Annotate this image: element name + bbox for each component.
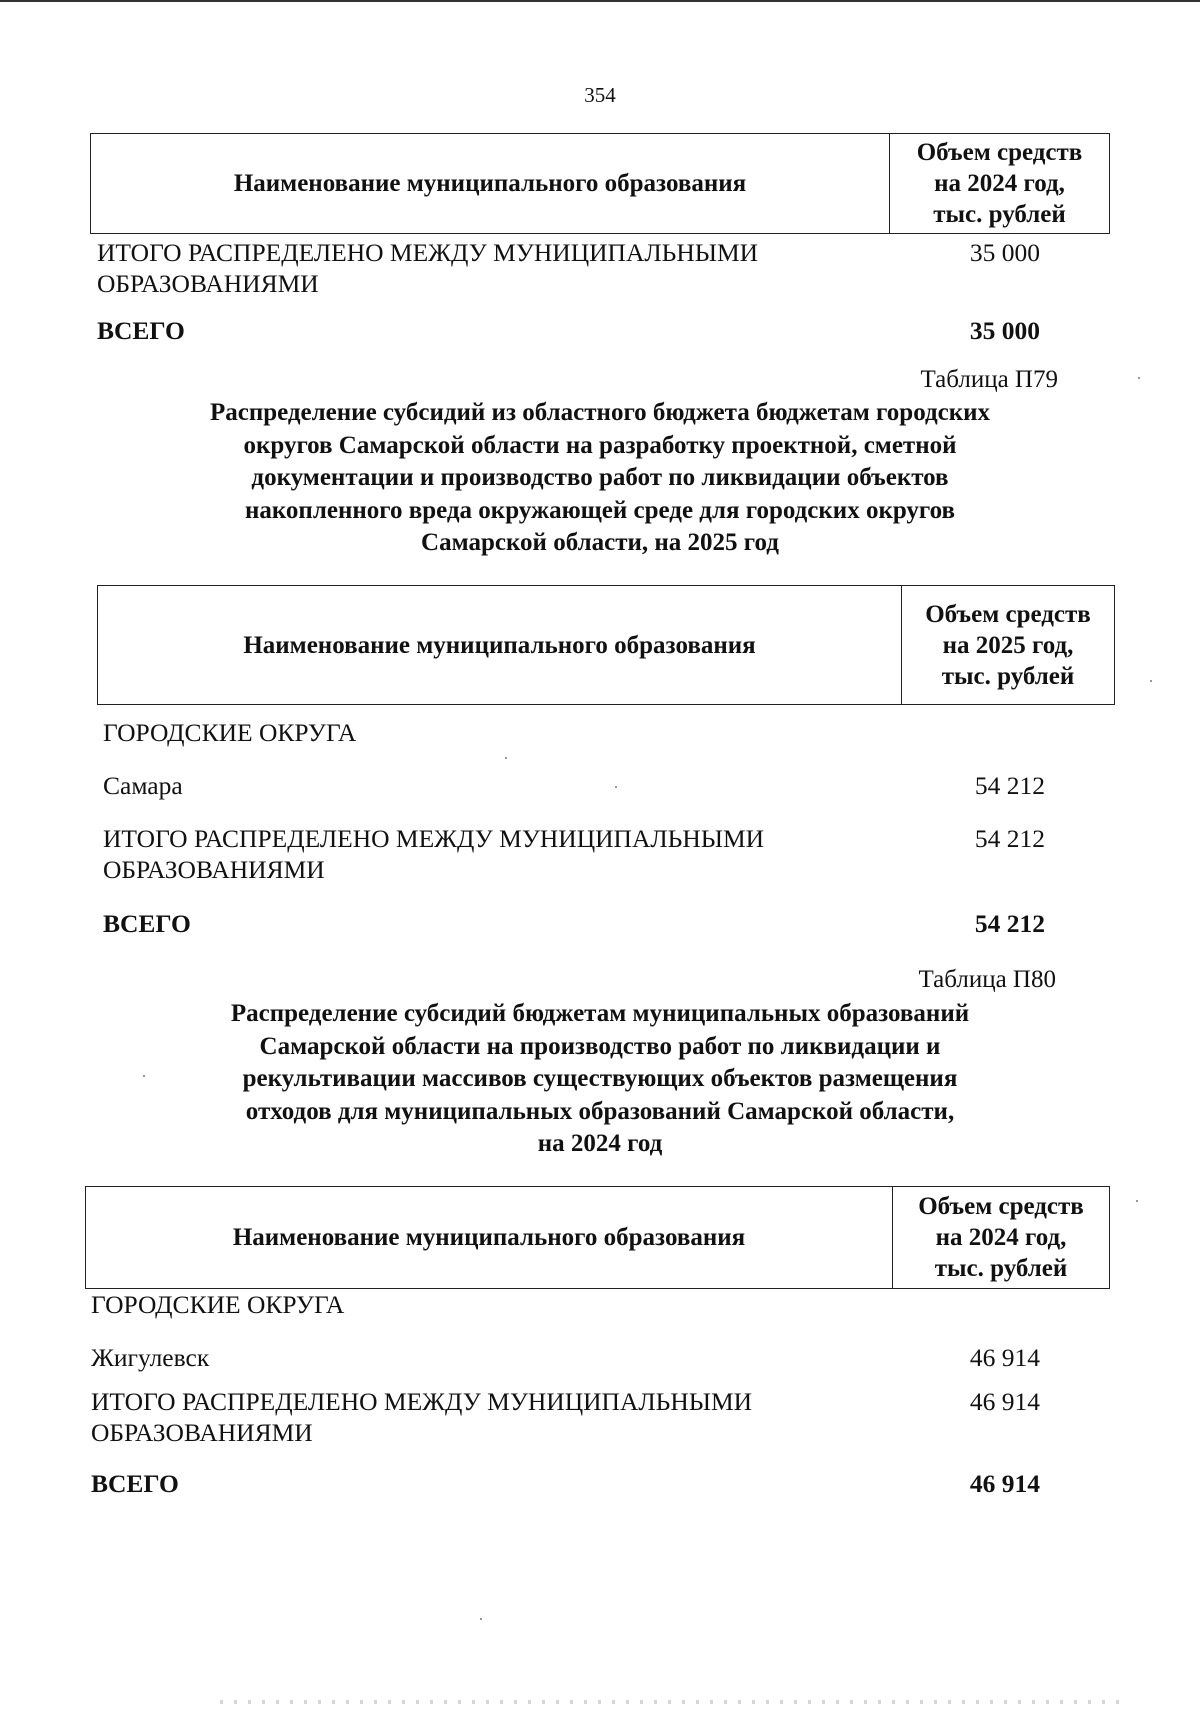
- row-value: 46 914: [969, 1343, 1040, 1372]
- section2-body: [103, 717, 1115, 939]
- section3-header-table: [85, 1186, 1110, 1289]
- row-value: 54 212: [974, 824, 1045, 853]
- table-row-total: [97, 315, 1110, 346]
- scan-speck: [480, 1618, 482, 1620]
- section1-header-table: [90, 133, 1110, 234]
- column-header-value: Объем средств на 2024 год, тыс. рублей: [893, 1187, 1110, 1289]
- column-header-value: Объем средств на 2024 год, тыс. рублей: [890, 134, 1110, 234]
- row-name: Жигулевск: [91, 1343, 210, 1372]
- column-header-name: Наименование муниципального образования: [86, 1187, 893, 1289]
- scan-speck: [143, 1075, 145, 1077]
- row-value: 35 000: [969, 238, 1040, 267]
- row-name: ИТОГО РАСПРЕДЕЛЕНО МЕЖДУ МУНИЦИПАЛЬНЫМИ ОБРАЗОВАНИЯМИ: [91, 1387, 753, 1447]
- section1-body: [97, 237, 1110, 346]
- section3-body: [91, 1289, 1110, 1499]
- table-number-p80: Таблица П80: [918, 966, 1056, 993]
- scan-speck: [615, 786, 617, 788]
- table-row-itogo: [103, 823, 1115, 885]
- column-header-name: Наименование муниципального образования: [91, 134, 890, 234]
- total-value: 46 914: [969, 1469, 1040, 1498]
- group-label: ГОРОДСКИЕ ОКРУГА: [103, 718, 357, 747]
- row-value: 46 914: [969, 1387, 1040, 1416]
- table-row-total: [91, 1468, 1110, 1499]
- group-label: ГОРОДСКИЕ ОКРУГА: [91, 1290, 345, 1319]
- page-number: 354: [584, 83, 616, 107]
- table-row-total: [103, 908, 1115, 939]
- table-number-p79: Таблица П79: [920, 366, 1058, 393]
- table-row-samara: [103, 770, 1115, 801]
- table-row-itogo: [97, 237, 1110, 299]
- row-name: Самара: [103, 771, 183, 800]
- scan-speck: [1136, 1200, 1138, 1202]
- table-row-itogo: [91, 1386, 1110, 1448]
- column-header-value: Объем средств на 2025 год, тыс. рублей: [902, 586, 1115, 705]
- table-title-p79: Распределение субсидий из областного бюджета бюджетам городских округов Самарской области на разработку проектной, сметной документации и производство работ по ликвидации объектов накопленного вреда окружающей среде для городских округов Самарской области, на 2025 год: [209, 399, 991, 556]
- scan-noise: [220, 1700, 1120, 1704]
- row-name: ИТОГО РАСПРЕДЕЛЕНО МЕЖДУ МУНИЦИПАЛЬНЫМИ ОБРАЗОВАНИЯМИ: [97, 238, 759, 298]
- table-title-p80: Распределение субсидий бюджетам муниципальных образований Самарской области на производство работ по ликвидации и рекультивации массивов существующих объектов размещения отходов для муниципальных образований Самарской области, на 2024 год: [230, 1000, 970, 1157]
- total-label: ВСЕГО: [91, 1469, 179, 1498]
- section2-header-table: [97, 585, 1115, 705]
- total-value: 35 000: [969, 316, 1040, 345]
- total-label: ВСЕГО: [103, 909, 191, 938]
- page-top-border: [0, 0, 1200, 2]
- column-header-name: Наименование муниципального образования: [98, 586, 902, 705]
- row-name: ИТОГО РАСПРЕДЕЛЕНО МЕЖДУ МУНИЦИПАЛЬНЫМИ ОБРАЗОВАНИЯМИ: [103, 824, 765, 884]
- scan-speck: [1138, 377, 1140, 379]
- total-label: ВСЕГО: [97, 316, 185, 345]
- scan-speck: [505, 757, 507, 759]
- row-value: 54 212: [974, 771, 1045, 800]
- scan-speck: [1150, 680, 1152, 682]
- total-value: 54 212: [974, 909, 1045, 938]
- table-row-zhigulevsk: [91, 1342, 1110, 1373]
